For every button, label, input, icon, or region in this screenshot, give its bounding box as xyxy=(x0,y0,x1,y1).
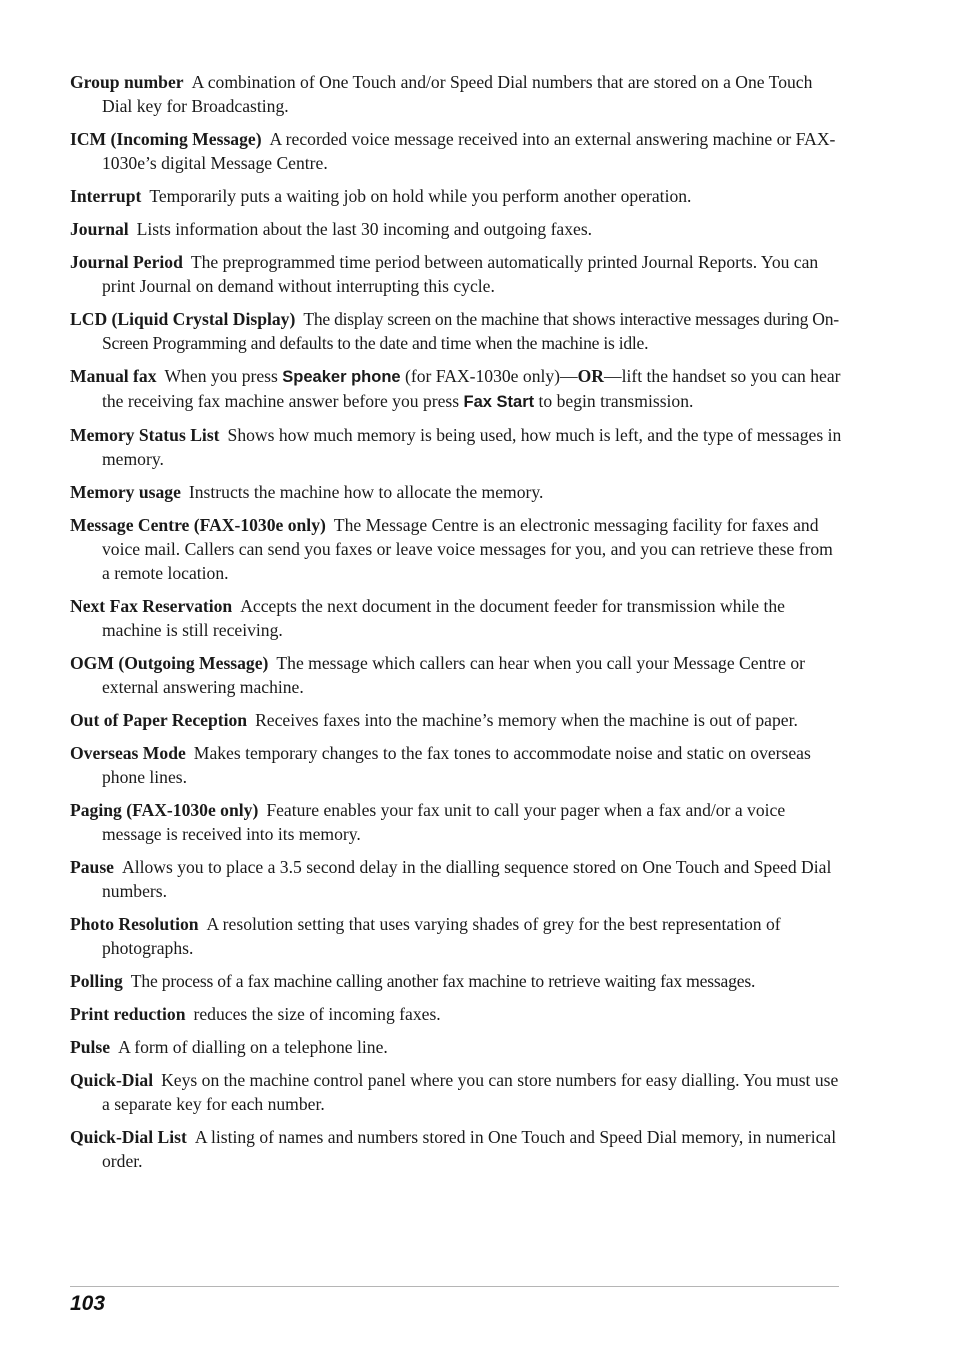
glossary-term: Next Fax Reservation xyxy=(70,596,233,616)
glossary-term: Quick-Dial xyxy=(70,1070,154,1090)
glossary-definition: A resolution setting that uses varying shades of grey for the best representation of photographs. xyxy=(102,914,781,958)
glossary-entry-icm xyxy=(70,127,842,175)
glossary-term: Journal xyxy=(70,219,129,239)
footer-rule xyxy=(70,1286,839,1287)
glossary-entry-interrupt xyxy=(70,184,842,208)
glossary-definition: The Message Centre is an electronic messaging facility for faxes and voice mail. Callers can send you faxes or leave voice messages for you, and you can retrieve these from a remote location. xyxy=(102,515,833,583)
glossary-term: Pause xyxy=(70,857,114,877)
glossary-definition: Receives faxes into the machine’s memory when the machine is out of paper. xyxy=(255,710,798,730)
glossary-term: Photo Resolution xyxy=(70,914,199,934)
glossary-term: Print reduction xyxy=(70,1004,186,1024)
glossary-entry-out-of-paper-reception xyxy=(70,708,842,732)
glossary-term: Polling xyxy=(70,971,123,991)
glossary-term: Manual fax xyxy=(70,366,157,386)
glossary-entry-pulse xyxy=(70,1035,842,1059)
glossary-definition: The message which callers can hear when you call your Message Centre or external answering machine. xyxy=(102,653,805,697)
glossary-definition-text: (for FAX-1030e only)— xyxy=(400,366,578,386)
or-emphasis: OR xyxy=(577,366,605,386)
glossary-definition: Shows how much memory is being used, how much is left, and the type of messages in memory. xyxy=(102,425,842,469)
glossary-entry-photo-resolution xyxy=(70,912,842,960)
glossary-definition: reduces the size of incoming faxes. xyxy=(193,1004,441,1024)
glossary-definition: Instructs the machine how to allocate the memory. xyxy=(188,482,544,502)
glossary-entry-pause xyxy=(70,855,842,903)
glossary-term: Quick-Dial List xyxy=(70,1127,187,1147)
glossary-entry-journal-period xyxy=(70,250,842,298)
glossary-entry-quick-dial xyxy=(70,1068,842,1116)
glossary-entry-manual-fax xyxy=(70,364,842,414)
glossary-entry-journal xyxy=(70,217,842,241)
glossary-term: Pulse xyxy=(70,1037,111,1057)
glossary-definition: A form of dialling on a telephone line. xyxy=(118,1037,388,1057)
glossary-definition: The display screen on the machine that shows interactive messages during On-Screen Programming and defaults to the date and time when the machine is idle. xyxy=(102,309,839,353)
glossary-definition: A combination of One Touch and/or Speed Dial numbers that are stored on a One Touch Dial key for Broadcasting. xyxy=(102,72,813,116)
glossary-term: Out of Paper Reception xyxy=(70,710,248,730)
glossary-definition: A recorded voice message received into an external answering machine or FAX-1030e’s digital Message Centre. xyxy=(102,129,836,173)
glossary-entry-overseas-mode xyxy=(70,741,842,789)
glossary-entry-memory-status-list xyxy=(70,423,842,471)
glossary-definition-text: —lift the handset so you can hear the receiving fax machine answer before you press xyxy=(102,366,841,411)
glossary-definition: Allows you to place a 3.5 second delay in the dialling sequence stored on One Touch and Speed Dial numbers. xyxy=(102,857,832,901)
glossary-term: Memory Status List xyxy=(70,425,220,445)
glossary-term: Memory usage xyxy=(70,482,181,502)
glossary-definition-text: When you press xyxy=(164,366,283,386)
speaker-phone-key-label: Speaker phone xyxy=(282,368,401,386)
glossary-term: OGM (Outgoing Message) xyxy=(70,653,269,673)
glossary-entry-paging xyxy=(70,798,842,846)
glossary-term: Group number xyxy=(70,72,184,92)
glossary-entry-next-fax-reservation xyxy=(70,594,842,642)
glossary-list xyxy=(70,70,842,1182)
page-number: 103 xyxy=(70,1292,106,1315)
fax-start-key-label: Fax Start xyxy=(463,393,535,411)
glossary-definition: Accepts the next document in the document feeder for transmission while the machine is still receiving. xyxy=(102,596,785,640)
glossary-entry-message-centre xyxy=(70,513,842,585)
glossary-term: Message Centre (FAX-1030e only) xyxy=(70,515,326,535)
glossary-entry-print-reduction xyxy=(70,1002,842,1026)
glossary-definition: A listing of names and numbers stored in One Touch and Speed Dial memory, in numerical order. xyxy=(102,1127,837,1171)
glossary-term: Overseas Mode xyxy=(70,743,186,763)
glossary-definition: Makes temporary changes to the fax tones to accommodate noise and static on overseas phone lines. xyxy=(102,743,811,787)
glossary-term: LCD (Liquid Crystal Display) xyxy=(70,309,296,329)
glossary-entry-memory-usage xyxy=(70,480,842,504)
glossary-term: ICM (Incoming Message) xyxy=(70,129,262,149)
glossary-term: Journal Period xyxy=(70,252,183,272)
glossary-definition: Feature enables your fax unit to call your pager when a fax and/or a voice message is received into its memory. xyxy=(102,800,786,844)
glossary-definition: The preprogrammed time period between automatically printed Journal Reports. You can print Journal on demand without interrupting this cycle. xyxy=(102,252,819,296)
glossary-entry-lcd xyxy=(70,307,842,355)
glossary-definition: Keys on the machine control panel where you can store numbers for easy dialling. You must use a separate key for each number. xyxy=(102,1070,839,1114)
glossary-definition: The process of a fax machine calling another fax machine to retrieve waiting fax messages. xyxy=(130,971,756,991)
glossary-entry-ogm xyxy=(70,651,842,699)
glossary-term: Paging (FAX-1030e only) xyxy=(70,800,259,820)
glossary-entry-group-number xyxy=(70,70,842,118)
glossary-definition: Lists information about the last 30 incoming and outgoing faxes. xyxy=(136,219,593,239)
glossary-entry-polling xyxy=(70,969,842,993)
glossary-definition: Temporarily puts a waiting job on hold while you perform another operation. xyxy=(149,186,692,206)
glossary-definition-text: to begin transmission. xyxy=(534,391,694,411)
glossary-term: Interrupt xyxy=(70,186,142,206)
glossary-entry-quick-dial-list xyxy=(70,1125,842,1173)
